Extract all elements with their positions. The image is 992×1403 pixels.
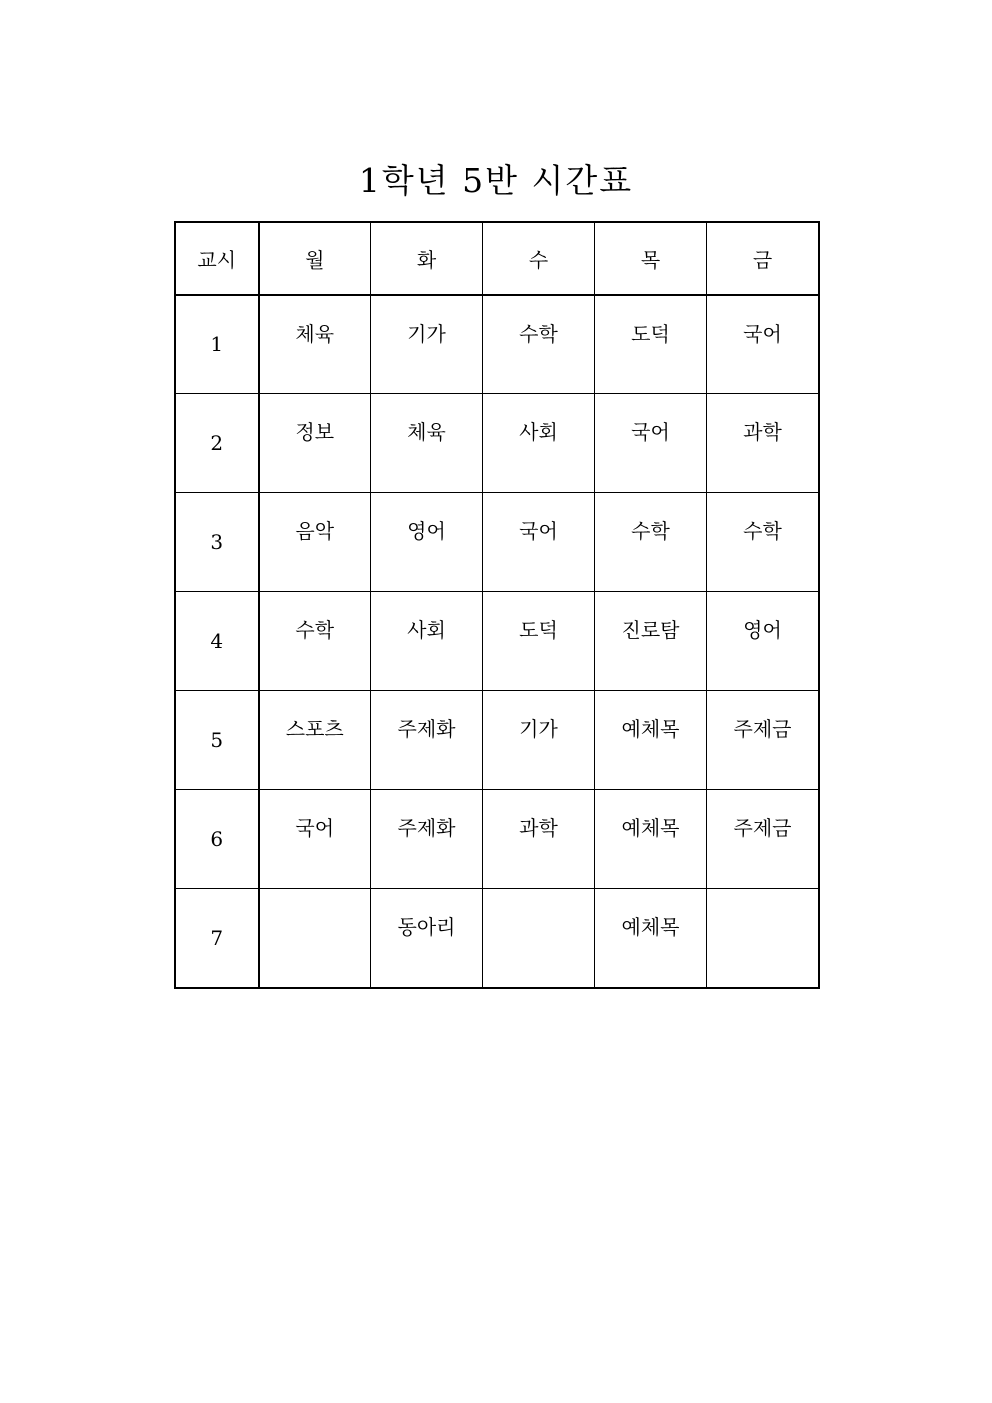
subject-cell: 체육 <box>259 295 371 394</box>
table-row <box>176 790 819 889</box>
subject-cell: 도덕 <box>595 295 707 394</box>
subject-cell: 정보 <box>259 394 371 493</box>
subject-cell: 수학 <box>483 295 595 394</box>
subject-cell: 주제화 <box>371 790 483 889</box>
subject-cell: 동아리 <box>371 889 483 988</box>
subject-cell: 주제금 <box>707 691 819 790</box>
subject-cell <box>707 889 819 988</box>
subject-cell: 국어 <box>259 790 371 889</box>
page-title: 1학년 5반 시간표 <box>358 161 634 200</box>
subject-cell: 수학 <box>595 493 707 592</box>
table-row <box>176 592 819 691</box>
subject-cell: 스포츠 <box>259 691 371 790</box>
subject-cell: 영어 <box>707 592 819 691</box>
subject-cell: 예체목 <box>595 889 707 988</box>
day-header-fri: 금 <box>707 223 819 295</box>
period-number: 4 <box>176 592 259 691</box>
subject-cell: 과학 <box>483 790 595 889</box>
subject-cell: 사회 <box>371 592 483 691</box>
subject-cell: 예체목 <box>595 790 707 889</box>
subject-cell: 도덕 <box>483 592 595 691</box>
day-header-thu: 목 <box>595 223 707 295</box>
period-number: 3 <box>176 493 259 592</box>
header-row <box>176 223 819 295</box>
subject-cell: 기가 <box>483 691 595 790</box>
subject-cell: 국어 <box>707 295 819 394</box>
subject-cell: 과학 <box>707 394 819 493</box>
subject-cell: 수학 <box>707 493 819 592</box>
subject-cell: 예체목 <box>595 691 707 790</box>
period-number: 5 <box>176 691 259 790</box>
table-row <box>176 889 819 988</box>
subject-cell: 체육 <box>371 394 483 493</box>
period-number: 6 <box>176 790 259 889</box>
table-row <box>176 691 819 790</box>
period-header: 교시 <box>176 223 259 295</box>
table-row <box>176 493 819 592</box>
subject-cell: 주제화 <box>371 691 483 790</box>
subject-cell: 음악 <box>259 493 371 592</box>
subject-cell: 기가 <box>371 295 483 394</box>
subject-cell <box>483 889 595 988</box>
day-header-mon: 월 <box>259 223 371 295</box>
subject-cell: 수학 <box>259 592 371 691</box>
period-number: 1 <box>176 295 259 394</box>
table-row <box>176 394 819 493</box>
period-number: 2 <box>176 394 259 493</box>
period-number: 7 <box>176 889 259 988</box>
subject-cell <box>259 889 371 988</box>
subject-cell: 국어 <box>483 493 595 592</box>
day-header-tue: 화 <box>371 223 483 295</box>
subject-cell: 국어 <box>595 394 707 493</box>
day-header-wed: 수 <box>483 223 595 295</box>
subject-cell: 진로탐 <box>595 592 707 691</box>
subject-cell: 영어 <box>371 493 483 592</box>
timetable <box>175 222 819 988</box>
subject-cell: 사회 <box>483 394 595 493</box>
subject-cell: 주제금 <box>707 790 819 889</box>
table-row <box>176 295 819 394</box>
